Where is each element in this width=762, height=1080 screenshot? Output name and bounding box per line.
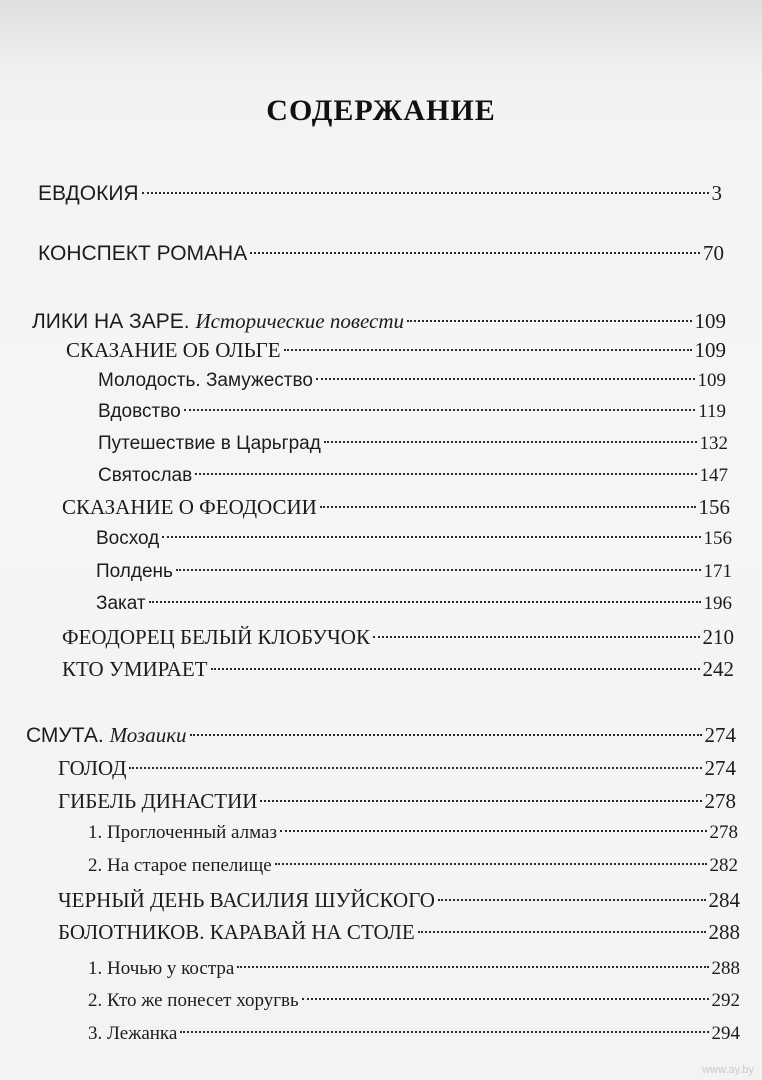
toc-leader [324,441,697,443]
toc-leader [211,668,700,670]
toc-entry-title: 2. Кто же понесет хоругвь [88,990,299,1011]
toc-entry-title: ЧЕРНЫЙ ДЕНЬ ВАСИЛИЯ ШУЙСКОГО [58,888,435,912]
toc-leader [260,800,701,802]
toc-entry-title: Восход [96,528,160,549]
toc-leader [184,409,696,411]
toc-entry [26,718,736,752]
toc-entry-title: 1. Проглоченный алмаз [88,822,277,843]
toc-entry-page: 288 [708,920,740,944]
toc-entry [98,459,728,493]
toc-entry-title: 1. Ночью у костра [88,958,235,979]
toc-leader [180,1031,708,1033]
toc-leader [129,767,701,769]
bleed-through-shadow [0,0,762,90]
toc-entry [98,427,728,461]
toc-leader [237,966,708,968]
toc-entry-title: Вдовство [98,401,181,422]
toc-entry-page: 132 [699,433,728,454]
toc-entry-page: 171 [703,561,732,582]
toc-leader [162,536,700,538]
toc-entry-page: 288 [711,958,740,979]
toc-leader [149,601,701,603]
toc-entry-page: 278 [709,822,738,843]
toc-entry-page: 70 [703,241,724,265]
toc-entry-page: 274 [704,756,736,780]
toc-entry-title: ГОЛОД [58,756,127,780]
toc-entry-title: ФЕОДОРЕЦ БЕЛЫЙ КЛОБУЧОК [62,625,370,649]
toc-entry-title: Святослав [98,465,193,486]
page-title: СОДЕРЖАНИЕ [266,94,496,127]
toc-entry-title: КОНСПЕКТ РОМАНА [38,242,248,265]
toc-entry-page: 109 [697,370,726,391]
toc-entry-title: СМУТА. Мозаики [26,723,187,747]
toc-entry [88,952,740,986]
toc-entry-title: СКАЗАНИЕ О ФЕОДОСИИ [62,495,317,519]
toc-entry [62,652,734,686]
toc-leader [418,931,706,933]
toc-entry-title: ЕВДОКИЯ [38,182,139,205]
toc-entry [58,883,740,917]
toc-leader [280,830,707,832]
toc-leader [275,863,707,865]
toc-leader [250,252,700,254]
watermark: www.ay.by [702,1064,754,1076]
toc-entry-title: Полдень [96,561,173,582]
toc-leader [438,899,706,901]
toc-entry-page: 284 [708,888,740,912]
toc-leader [195,473,696,475]
toc-entry [62,490,730,524]
toc-entry-title: ЛИКИ НА ЗАРЕ. Исторические повести [32,309,405,333]
toc-entry-title: Закат [96,593,146,614]
toc-entry [88,849,738,883]
toc-entry [58,915,740,949]
toc-entry-title: ГИБЕЛЬ ДИНАСТИИ [58,789,258,813]
toc-entry-page: 292 [711,990,740,1011]
toc-entry-page: 3 [711,181,722,205]
toc-entry-title: 3. Лежанка [88,1023,178,1044]
toc-entry-title: КТО УМИРАЕТ [62,657,208,681]
toc-entry-page: 147 [699,465,728,486]
toc-entry [58,784,736,818]
toc-entry-title: Молодость. Замужество [98,370,313,391]
toc-entry [66,333,726,367]
toc-entry [98,364,726,398]
toc-entry [98,395,726,429]
toc-entry-page: 294 [711,1023,740,1044]
toc-entry [58,751,736,785]
toc-leader [302,998,709,1000]
toc-entry-page: 156 [698,495,730,519]
toc-leader [407,320,691,322]
toc-entry-page: 156 [703,528,732,549]
toc-entry-page: 210 [702,625,734,649]
toc-entry-page: 282 [709,855,738,876]
toc-entry [88,1017,740,1051]
toc-entry [96,587,732,621]
toc-entry [88,816,738,850]
toc-leader [190,734,702,736]
toc-entry-title: Путешествие в Царьград [98,433,321,454]
toc-entry-page: 196 [703,593,732,614]
toc-leader [320,506,696,508]
toc-entry [88,984,740,1018]
toc-entry-page: 242 [702,657,734,681]
toc-entry [38,236,724,270]
toc-entry [96,522,732,556]
toc-leader [316,378,695,380]
toc-entry [96,555,732,589]
toc-entry-title: СКАЗАНИЕ ОБ ОЛЬГЕ [66,338,281,362]
toc-entry-page: 274 [704,723,736,747]
toc-entry-page: 109 [694,338,726,362]
toc-entry [38,176,722,210]
toc-entry-page: 278 [704,789,736,813]
toc-leader [373,636,700,638]
toc-entry-title: 2. На старое пепелище [88,855,272,876]
toc-leader [284,349,692,351]
toc-entry [62,620,734,654]
toc-leader [142,192,709,194]
toc-entry-title: БОЛОТНИКОВ. КАРАВАЙ НА СТОЛЕ [58,920,415,944]
toc-entry-page: 109 [694,309,726,333]
toc-entry-page: 119 [698,401,726,422]
toc-leader [176,569,701,571]
